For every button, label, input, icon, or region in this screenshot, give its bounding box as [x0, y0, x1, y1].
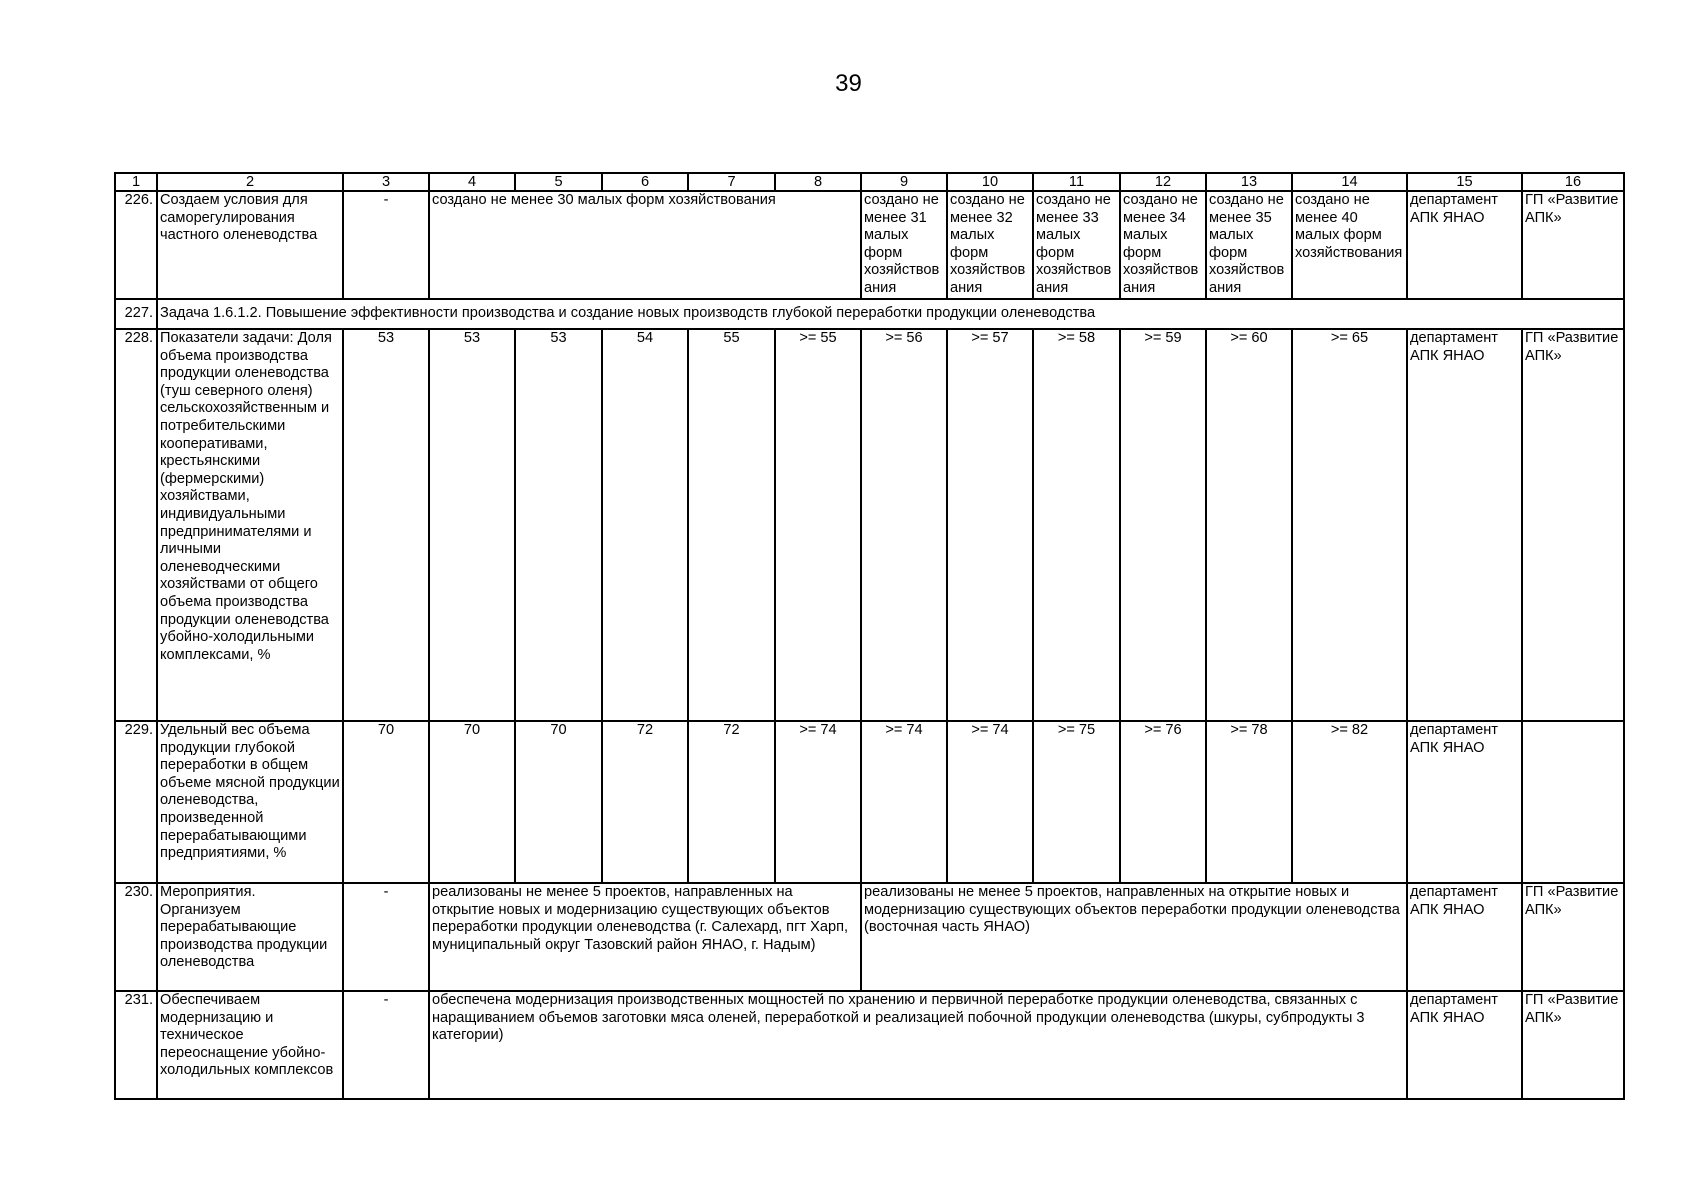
header-cell: 15 [1407, 173, 1522, 191]
row-title: Мероприятия. Организуем перерабатывающие производства продукции оленеводства [157, 883, 343, 991]
page-number: 39 [835, 70, 862, 97]
cell: - [343, 191, 429, 299]
row-number: 231. [115, 991, 157, 1099]
merged-cell: реализованы не менее 5 проектов, направленных на открытие новых и модернизацию существующих объектов переработки продукции оленеводства (восточная часть ЯНАО) [861, 883, 1407, 991]
value-cell: 53 [515, 329, 602, 721]
value-cell: >= 74 [861, 721, 947, 883]
responsible-cell: департамент АПК ЯНАО [1407, 329, 1522, 721]
value-cell: 54 [602, 329, 688, 721]
cell: создано не менее 32 малых форм хозяйствования [947, 191, 1033, 299]
header-cell: 4 [429, 173, 515, 191]
responsible-cell: департамент АПК ЯНАО [1407, 721, 1522, 883]
value-cell: 53 [429, 329, 515, 721]
program-cell: ГП «Развитие АПК» [1522, 991, 1624, 1099]
value-cell: >= 82 [1292, 721, 1407, 883]
value-cell: >= 59 [1120, 329, 1206, 721]
row-number: 229. [115, 721, 157, 883]
responsible-cell: департамент АПК ЯНАО [1407, 191, 1522, 299]
value-cell: >= 65 [1292, 329, 1407, 721]
value-cell: >= 78 [1206, 721, 1292, 883]
table-row [115, 883, 1624, 991]
program-cell: ГП «Развитие АПК» [1522, 883, 1624, 991]
program-table [114, 172, 1625, 1100]
row-title: Показатели задачи: Доля объема производства продукции оленеводства (туш северного оленя) сельскохозяйственным и потребительскими кооперативами, крестьянскими (фермерскими) хозяйствами, индивидуальными предпринимателями и личными оленеводческими хозяйствами от общего объема производства продукции оленеводства убойно-холодильными комплексами, % [157, 329, 343, 721]
table-row [115, 991, 1624, 1099]
row-title: Создаем условия для саморегулирования частного оленеводства [157, 191, 343, 299]
cell: создано не менее 40 малых форм хозяйствования [1292, 191, 1407, 299]
merged-cell: реализованы не менее 5 проектов, направленных на открытие новых и модернизацию существующих объектов переработки продукции оленеводства (г. Салехард, пгт Харп, муниципальный округ Тазовский район ЯНАО, г. Надым) [429, 883, 861, 991]
table-row [115, 329, 1624, 721]
cell: создано не менее 33 малых форм хозяйствования [1033, 191, 1120, 299]
row-title: Обеспечиваем модернизацию и техническое переоснащение убойно-холодильных комплексов [157, 991, 343, 1099]
value-cell: >= 56 [861, 329, 947, 721]
value-cell: >= 57 [947, 329, 1033, 721]
value-cell: 72 [688, 721, 775, 883]
header-cell: 2 [157, 173, 343, 191]
value-cell: 70 [429, 721, 515, 883]
value-cell: >= 60 [1206, 329, 1292, 721]
value-cell: >= 75 [1033, 721, 1120, 883]
merged-cell: обеспечена модернизация производственных мощностей по хранению и первичной переработке продукции оленеводства, связанных с наращиванием объемов заготовки мяса оленей, переработкой и реализацией побочной продукции оленеводства (шкуры, субпродукты 3 категории) [429, 991, 1407, 1099]
header-cell: 16 [1522, 173, 1624, 191]
value-cell: >= 76 [1120, 721, 1206, 883]
program-cell: ГП «Развитие АПК» [1522, 191, 1624, 299]
row-title: Удельный вес объема продукции глубокой переработки в общем объеме мясной продукции оленеводства, произведенной перерабатывающими предприятиями, % [157, 721, 343, 883]
value-cell: >= 74 [775, 721, 861, 883]
value-cell: 72 [602, 721, 688, 883]
header-cell: 7 [688, 173, 775, 191]
cell: - [343, 883, 429, 991]
row-number: 226. [115, 191, 157, 299]
value-cell: 70 [515, 721, 602, 883]
value-cell: >= 74 [947, 721, 1033, 883]
cell: - [343, 991, 429, 1099]
row-number: 228. [115, 329, 157, 721]
table-row [115, 191, 1624, 299]
task-heading: Задача 1.6.1.2. Повышение эффективности производства и создание новых производств глубокой переработки продукции оленеводства [157, 299, 1624, 329]
value-cell: 55 [688, 329, 775, 721]
header-cell: 9 [861, 173, 947, 191]
column-number-row [115, 173, 1624, 191]
value-cell: >= 58 [1033, 329, 1120, 721]
row-number: 230. [115, 883, 157, 991]
header-cell: 1 [115, 173, 157, 191]
cell: создано не менее 31 малых форм хозяйствования [861, 191, 947, 299]
merged-cell: создано не менее 30 малых форм хозяйствования [429, 191, 861, 299]
cell: создано не менее 35 малых форм хозяйствования [1206, 191, 1292, 299]
header-cell: 12 [1120, 173, 1206, 191]
value-cell: 53 [343, 329, 429, 721]
responsible-cell: департамент АПК ЯНАО [1407, 883, 1522, 991]
cell: создано не менее 34 малых форм хозяйствования [1120, 191, 1206, 299]
program-cell [1522, 721, 1624, 883]
responsible-cell: департамент АПК ЯНАО [1407, 991, 1522, 1099]
header-cell: 6 [602, 173, 688, 191]
header-cell: 14 [1292, 173, 1407, 191]
header-cell: 8 [775, 173, 861, 191]
header-cell: 11 [1033, 173, 1120, 191]
row-number: 227. [115, 299, 157, 329]
program-cell: ГП «Развитие АПК» [1522, 329, 1624, 721]
table-row [115, 721, 1624, 883]
value-cell: >= 55 [775, 329, 861, 721]
header-cell: 10 [947, 173, 1033, 191]
value-cell: 70 [343, 721, 429, 883]
header-cell: 3 [343, 173, 429, 191]
header-cell: 13 [1206, 173, 1292, 191]
table-row [115, 299, 1624, 329]
header-cell: 5 [515, 173, 602, 191]
